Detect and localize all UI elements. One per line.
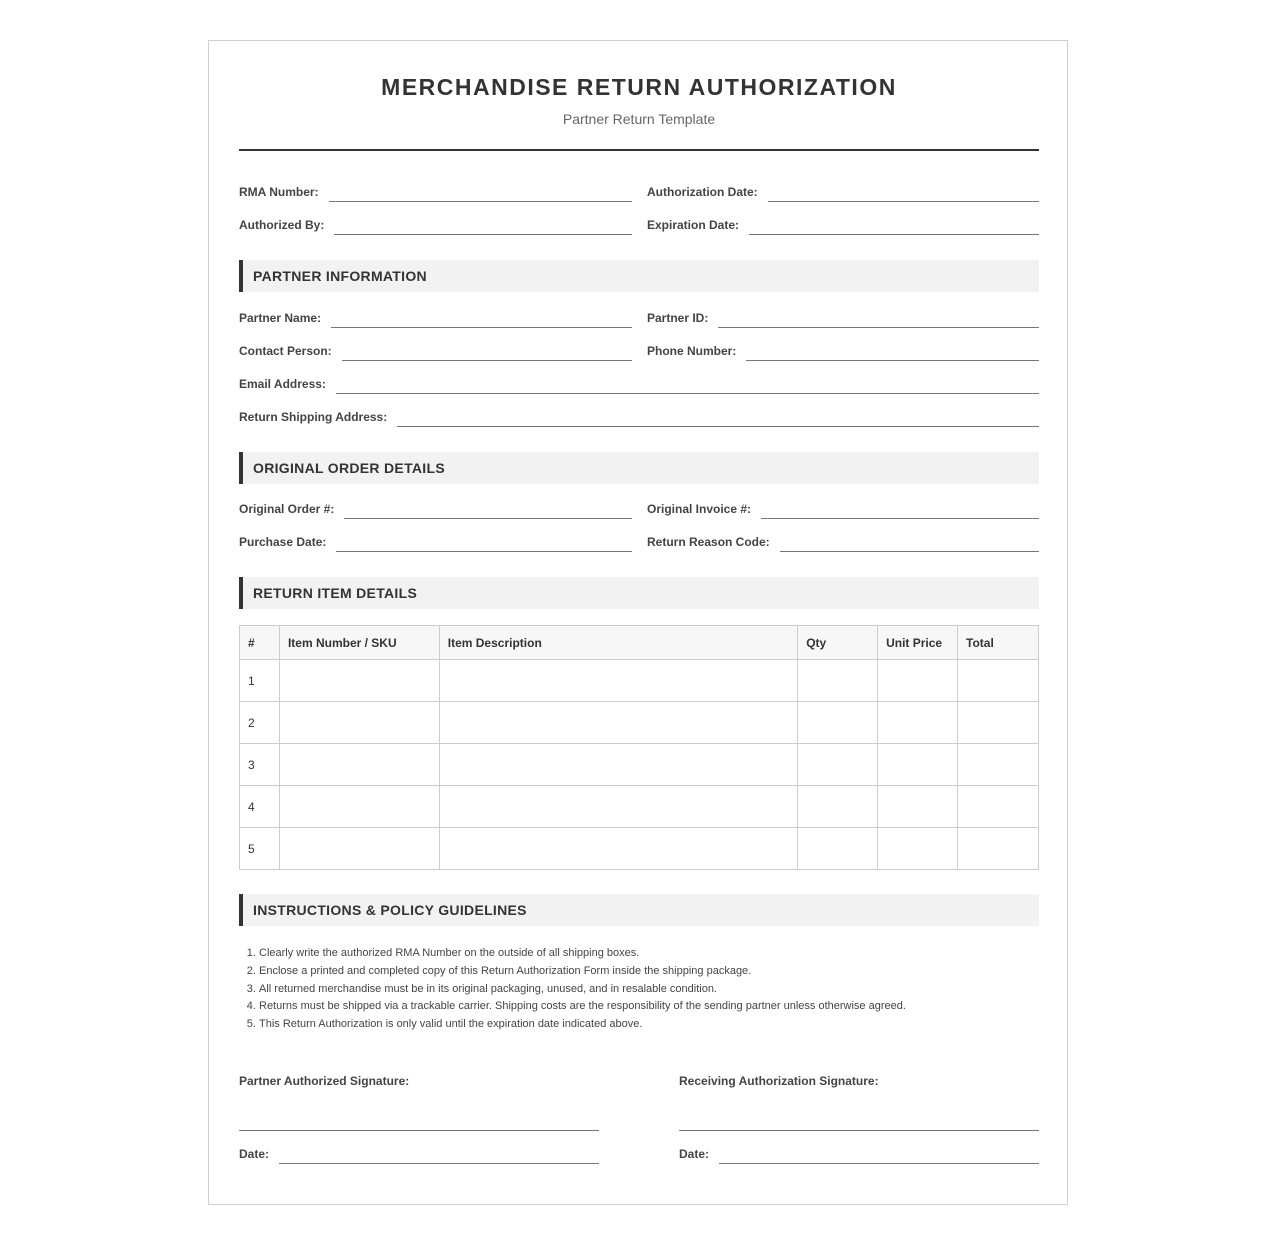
- receiving-date-label: Date:: [679, 1147, 710, 1161]
- table-row: [240, 660, 1039, 702]
- return-item-details-title: RETURN ITEM DETAILS: [253, 585, 418, 601]
- qty-cell[interactable]: [798, 702, 878, 744]
- description-cell[interactable]: [439, 828, 797, 870]
- return-item-details-header: [239, 577, 1039, 609]
- contact-person-line[interactable]: [342, 360, 632, 361]
- row-number: 2: [240, 702, 280, 744]
- email-address-label: Email Address:: [239, 377, 326, 391]
- original-order-field[interactable]: [239, 499, 632, 519]
- sku-cell[interactable]: [279, 744, 439, 786]
- sku-cell[interactable]: [279, 702, 439, 744]
- receiving-signature-label: Receiving Authorization Signature:: [679, 1074, 879, 1088]
- original-order-details-title: ORIGINAL ORDER DETAILS: [253, 460, 445, 476]
- partner-id-field[interactable]: [647, 308, 1039, 328]
- original-order-label: Original Order #:: [239, 502, 335, 516]
- row-number: 3: [240, 744, 280, 786]
- return-reason-code-field[interactable]: [647, 532, 1039, 552]
- phone-number-line[interactable]: [746, 360, 1039, 361]
- total-cell[interactable]: [958, 660, 1039, 702]
- column-header-total: Total: [958, 626, 1039, 660]
- instruction-item: 4. Returns must be shipped via a trackable carrier. Shipping costs are the responsibility of the sending partner unless otherwise agreed.: [259, 998, 1059, 1016]
- receiving-signature-line[interactable]: [679, 1130, 1039, 1131]
- column-header-unit-price: Unit Price: [878, 626, 958, 660]
- contact-person-field[interactable]: [239, 341, 632, 361]
- original-invoice-label: Original Invoice #:: [647, 502, 752, 516]
- partner-name-label: Partner Name:: [239, 311, 322, 325]
- authorization-date-field[interactable]: [647, 182, 1039, 202]
- authorized-by-label: Authorized By:: [239, 218, 325, 232]
- authorized-by-field[interactable]: [239, 215, 632, 235]
- original-invoice-line[interactable]: [761, 518, 1039, 519]
- row-number: 4: [240, 786, 280, 828]
- expiration-date-label: Expiration Date:: [647, 218, 740, 232]
- partner-id-line[interactable]: [718, 327, 1039, 328]
- instruction-item: 5. This Return Authorization is only valid until the expiration date indicated above.: [259, 1016, 1059, 1034]
- table-row: [240, 786, 1039, 828]
- original-order-line[interactable]: [344, 518, 632, 519]
- table-row: [240, 744, 1039, 786]
- column-header-sku: Item Number / SKU: [279, 626, 439, 660]
- return-shipping-address-label: Return Shipping Address:: [239, 410, 388, 424]
- description-cell[interactable]: [439, 660, 797, 702]
- instructions-title: INSTRUCTIONS & POLICY GUIDELINES: [253, 902, 527, 918]
- partner-name-line[interactable]: [331, 327, 632, 328]
- unit-price-cell[interactable]: [878, 660, 958, 702]
- qty-cell[interactable]: [798, 828, 878, 870]
- rma-number-field[interactable]: [239, 182, 632, 202]
- rma-number-line[interactable]: [329, 201, 632, 202]
- authorization-date-line[interactable]: [768, 201, 1039, 202]
- qty-cell[interactable]: [798, 744, 878, 786]
- email-address-field[interactable]: [239, 374, 1039, 394]
- total-cell[interactable]: [958, 702, 1039, 744]
- table-row: [240, 828, 1039, 870]
- total-cell[interactable]: [958, 828, 1039, 870]
- receiving-date-line[interactable]: [719, 1163, 1039, 1164]
- authorized-by-line[interactable]: [334, 234, 632, 235]
- return-shipping-address-line[interactable]: [397, 426, 1039, 427]
- qty-cell[interactable]: [798, 660, 878, 702]
- header-divider: [239, 149, 1039, 151]
- instruction-item: 3. All returned merchandise must be in its original packaging, unused, and in resalable condition.: [259, 981, 1059, 999]
- table-header-row: [240, 626, 1039, 660]
- partner-signature-line[interactable]: [239, 1130, 599, 1131]
- purchase-date-field[interactable]: [239, 532, 632, 552]
- unit-price-cell[interactable]: [878, 744, 958, 786]
- total-cell[interactable]: [958, 744, 1039, 786]
- partner-id-label: Partner ID:: [647, 311, 709, 325]
- partner-date-label: Date:: [239, 1147, 270, 1161]
- return-reason-code-label: Return Reason Code:: [647, 535, 770, 549]
- instruction-item: 2. Enclose a printed and completed copy of this Return Authorization Form inside the shipping package.: [259, 963, 1059, 981]
- partner-information-title: PARTNER INFORMATION: [253, 268, 427, 284]
- row-number: 5: [240, 828, 280, 870]
- receiving-date-field[interactable]: [679, 1144, 1039, 1164]
- column-header-number: #: [240, 626, 280, 660]
- column-header-description: Item Description: [439, 626, 797, 660]
- instruction-item: 1. Clearly write the authorized RMA Number on the outside of all shipping boxes.: [259, 945, 1059, 963]
- phone-number-label: Phone Number:: [647, 344, 737, 358]
- sku-cell[interactable]: [279, 828, 439, 870]
- form-title: MERCHANDISE RETURN AUTHORIZATION: [381, 74, 897, 100]
- return-reason-code-line[interactable]: [780, 551, 1039, 552]
- authorization-date-label: Authorization Date:: [647, 185, 758, 199]
- partner-signature-label: Partner Authorized Signature:: [239, 1074, 410, 1088]
- form-page: [208, 40, 1068, 1205]
- sku-cell[interactable]: [279, 660, 439, 702]
- description-cell[interactable]: [439, 744, 797, 786]
- description-cell[interactable]: [439, 702, 797, 744]
- instructions-list: [239, 945, 1059, 1034]
- original-invoice-field[interactable]: [647, 499, 1039, 519]
- unit-price-cell[interactable]: [878, 828, 958, 870]
- expiration-date-field[interactable]: [647, 215, 1039, 235]
- rma-number-label: RMA Number:: [239, 185, 319, 199]
- return-items-table: [239, 625, 1039, 870]
- expiration-date-line[interactable]: [749, 234, 1039, 235]
- unit-price-cell[interactable]: [878, 786, 958, 828]
- partner-date-field[interactable]: [239, 1144, 599, 1164]
- original-order-details-header: [239, 452, 1039, 484]
- purchase-date-line[interactable]: [336, 551, 632, 552]
- instructions-header: [239, 894, 1039, 926]
- sku-cell[interactable]: [279, 786, 439, 828]
- total-cell[interactable]: [958, 786, 1039, 828]
- table-row: [240, 702, 1039, 744]
- partner-information-header: [239, 260, 1039, 292]
- partner-date-line[interactable]: [279, 1163, 599, 1164]
- form-subtitle: Partner Return Template: [562, 111, 716, 127]
- partner-name-field[interactable]: [239, 308, 632, 328]
- contact-person-label: Contact Person:: [239, 344, 332, 358]
- email-address-line[interactable]: [336, 393, 1039, 394]
- qty-cell[interactable]: [798, 786, 878, 828]
- phone-number-field[interactable]: [647, 341, 1039, 361]
- unit-price-cell[interactable]: [878, 702, 958, 744]
- row-number: 1: [240, 660, 280, 702]
- purchase-date-label: Purchase Date:: [239, 535, 327, 549]
- return-shipping-address-field[interactable]: [239, 407, 1039, 427]
- description-cell[interactable]: [439, 786, 797, 828]
- column-header-qty: Qty: [798, 626, 878, 660]
